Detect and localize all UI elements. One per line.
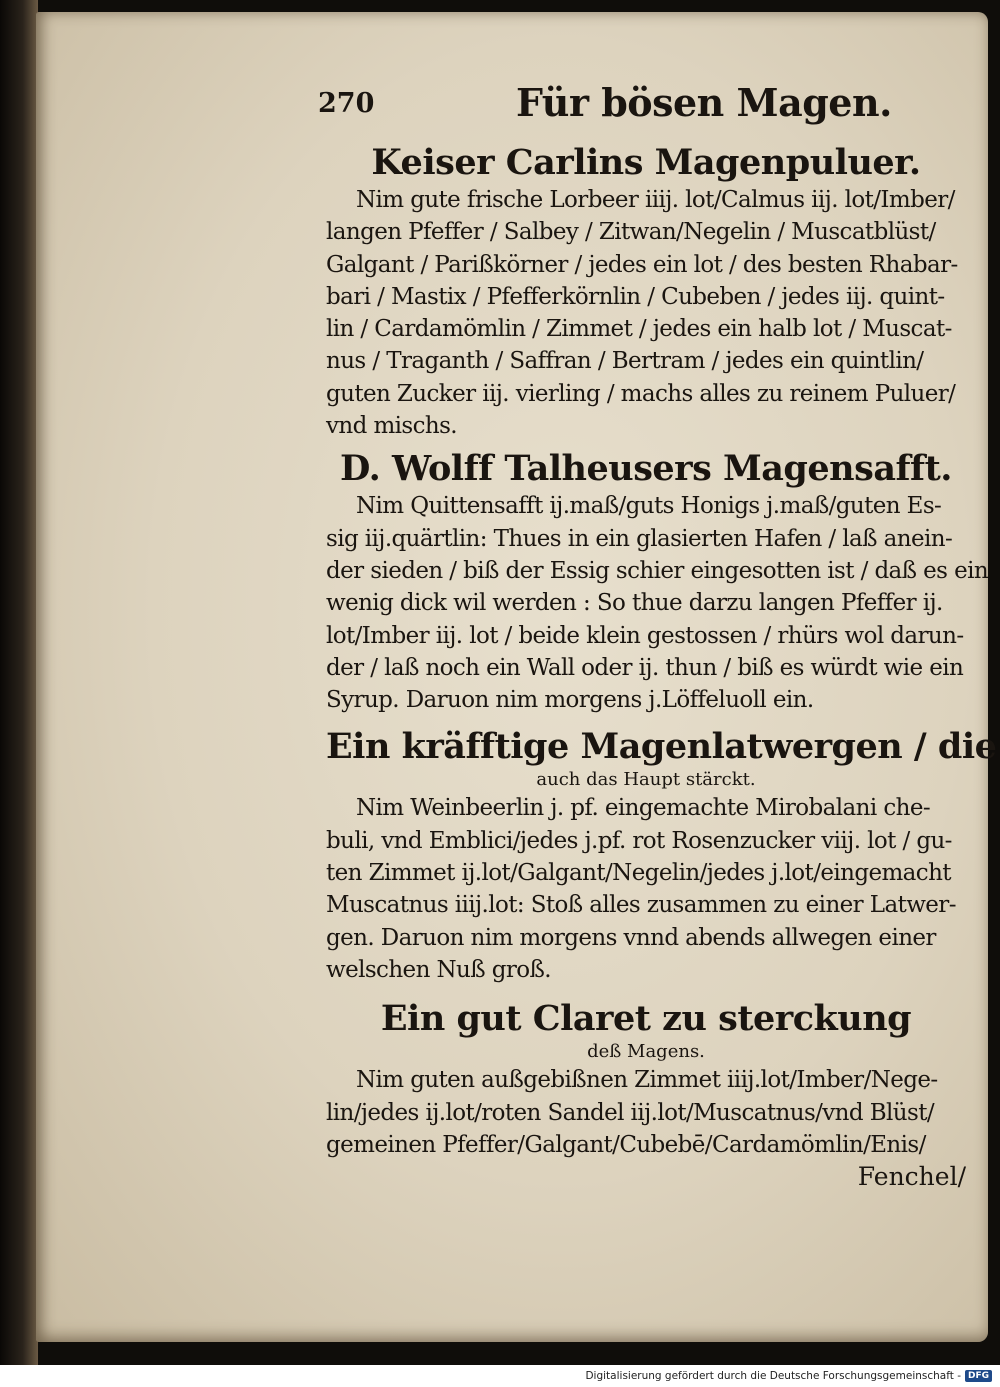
catchword: Fenchel/ bbox=[857, 1162, 966, 1192]
section-heading: Ein kräfftige Magenlatwergen / die bbox=[326, 726, 997, 768]
text-line: ten Zimmet ij.lot/Galgant/Negelin/jedes j.lot/eingemacht bbox=[326, 860, 951, 887]
dfg-logo: DFG bbox=[965, 1370, 992, 1382]
text-line: lot/Imber iij. lot / beide klein gestossen / rhürs wol darun- bbox=[326, 622, 964, 649]
section-heading: Keiser Carlins Magenpuluer. bbox=[371, 142, 921, 183]
text-line: nus / Traganth / Saffran / Bertram / jedes ein quintlin/ bbox=[326, 348, 924, 375]
text-line: welschen Nuß groß. bbox=[326, 956, 551, 983]
text-line: lin/jedes ij.lot/roten Sandel iij.lot/Muscatnus/vnd Blüst/ bbox=[326, 1099, 934, 1126]
text-line: Nim Weinbeerlin j. pf. eingemachte Mirobalani che- bbox=[356, 795, 931, 822]
text-line: vnd mischs. bbox=[326, 413, 458, 440]
footer-credit-text: Digitalisierung gefördert durch die Deutsche Forschungsgemeinschaft - bbox=[585, 1370, 961, 1382]
page-number: 270 bbox=[318, 88, 375, 119]
text-line: Muscatnus iiij.lot: Stoß alles zusammen zu einer Latwer- bbox=[326, 892, 956, 919]
running-head bbox=[318, 80, 966, 136]
text-line: Nim guten außgebißnen Zimmet iiij.lot/Imber/Nege- bbox=[356, 1067, 938, 1094]
recipe-section bbox=[326, 448, 989, 716]
recipe-section bbox=[326, 726, 997, 986]
text-line: wenig dick wil werden : So thue darzu langen Pfeffer ij. bbox=[326, 590, 943, 617]
text-line: Nim gute frische Lorbeer iiij. lot/Calmus iij. lot/Imber/ bbox=[356, 187, 955, 213]
recipe-section bbox=[326, 142, 966, 442]
text-line: der sieden / biß der Essig schier eingesotten ist / daß es ein bbox=[326, 557, 989, 584]
text-line: lin / Cardamömlin / Zimmet / jedes ein halb lot / Muscat- bbox=[326, 316, 952, 343]
section-subheading: deß Magens. bbox=[587, 1041, 705, 1063]
section-heading: Ein gut Claret zu sterckung bbox=[380, 998, 912, 1040]
text-line: bari / Mastix / Pfefferkörnlin / Cubeben / jedes iij. quint- bbox=[326, 283, 945, 310]
page-text-block bbox=[318, 80, 997, 1193]
book-page bbox=[36, 12, 997, 1342]
text-line: Syrup. Daruon nim morgens j.Löffeluoll ein. bbox=[326, 687, 814, 714]
recipe-section bbox=[326, 998, 966, 1161]
text-line: gemeinen Pfeffer/Galgant/Cubebē/Cardamömlin/Enis/ bbox=[326, 1131, 926, 1158]
text-line: sig iij.quärtlin: Thues in ein glasierten Hafen / laß anein- bbox=[326, 525, 953, 552]
text-line: guten Zucker iij. vierling / machs alles zu reinem Puluer/ bbox=[326, 380, 956, 407]
text-line: buli, vnd Emblici/jedes j.pf. rot Rosenzucker viij. lot / gu- bbox=[326, 827, 952, 854]
text-line: gen. Daruon nim morgens vnnd abends allwegen einer bbox=[326, 924, 936, 951]
digitization-footer bbox=[0, 1365, 1000, 1387]
book-spine-shadow bbox=[0, 0, 38, 1365]
section-subheading: auch das Haupt stärckt. bbox=[536, 769, 756, 791]
text-line: langen Pfeffer / Salbey / Zitwan/Negelin / Muscatblüst/ bbox=[326, 219, 936, 246]
text-line: Nim Quittensafft ij.maß/guts Honigs j.maß/guten Es- bbox=[356, 493, 942, 520]
section-heading: D. Wolff Talheusers Magensafft. bbox=[340, 448, 952, 490]
text-line: der / laß noch ein Wall oder ij. thun / biß es würdt wie ein bbox=[326, 654, 964, 681]
running-title: Für bösen Magen. bbox=[516, 80, 892, 125]
text-line: Galgant / Parißkörner / jedes ein lot / des besten Rhabar- bbox=[326, 251, 958, 278]
